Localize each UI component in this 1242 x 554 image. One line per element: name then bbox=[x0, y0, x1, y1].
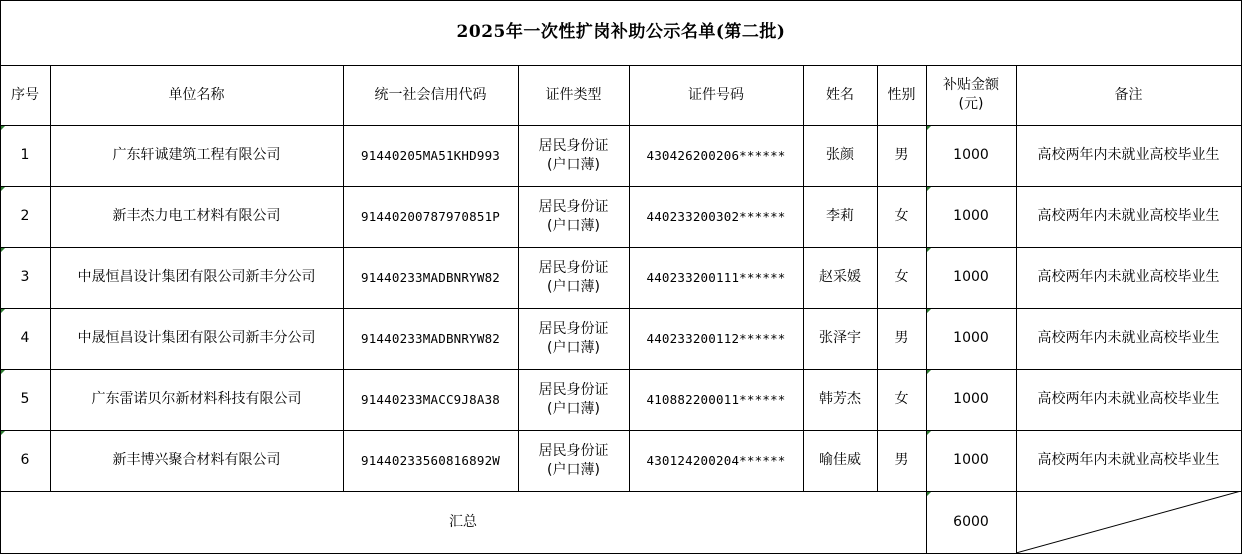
cell-id-type-line-1: 居民身份证 bbox=[538, 198, 609, 215]
cell-credit-code: 91440233MADBNRYW82 bbox=[360, 270, 501, 285]
grid-line-vertical bbox=[877, 65, 878, 491]
number-stored-as-text-indicator bbox=[927, 309, 931, 313]
cell-amount: 1000 bbox=[953, 208, 989, 224]
cell-id-number: 410882200011****** bbox=[646, 392, 786, 407]
cell-amount: 1000 bbox=[953, 330, 989, 346]
number-stored-as-text-indicator bbox=[927, 370, 931, 374]
cell-id-type-line-1: 居民身份证 bbox=[538, 259, 609, 276]
grid-line-horizontal bbox=[0, 430, 1242, 431]
grid-line-vertical bbox=[50, 65, 51, 491]
cell-seq: 4 bbox=[20, 330, 30, 346]
header-seq: 序号 bbox=[11, 86, 39, 103]
grid-line-horizontal bbox=[0, 308, 1242, 309]
grid-line-vertical bbox=[629, 65, 630, 491]
grid-line-horizontal bbox=[0, 247, 1242, 248]
cell-remark: 高校两年内未就业高校毕业生 bbox=[1037, 330, 1220, 346]
cell-id-type-line-2: (户口薄) bbox=[547, 339, 600, 356]
number-stored-as-text-indicator bbox=[927, 431, 931, 435]
total-amount: 6000 bbox=[953, 513, 989, 530]
title-top-border bbox=[0, 0, 1242, 1]
cell-gender: 女 bbox=[894, 208, 909, 224]
header-id-type: 证件类型 bbox=[545, 86, 602, 103]
cell-id-number: 440233200302****** bbox=[646, 209, 786, 224]
cell-name: 赵采媛 bbox=[819, 269, 861, 285]
cell-id-number: 440233200111****** bbox=[646, 270, 786, 285]
number-stored-as-text-indicator bbox=[927, 126, 931, 130]
cell-seq: 1 bbox=[20, 147, 30, 163]
cell-id-number: 440233200112****** bbox=[646, 331, 786, 346]
grid-line-vertical bbox=[343, 65, 344, 491]
header-amount-line-1: 补贴金额 bbox=[943, 77, 999, 93]
cell-id-type bbox=[518, 430, 629, 491]
cell-remark: 高校两年内未就业高校毕业生 bbox=[1037, 391, 1220, 407]
cell-remark: 高校两年内未就业高校毕业生 bbox=[1037, 208, 1220, 224]
header-credit-code: 统一社会信用代码 bbox=[374, 86, 487, 103]
grid-line-vertical bbox=[1016, 65, 1017, 553]
cell-id-type bbox=[518, 369, 629, 430]
header-id-number: 证件号码 bbox=[688, 86, 744, 103]
cell-seq: 2 bbox=[20, 208, 30, 224]
cell-company: 新丰杰力电工材料有限公司 bbox=[112, 208, 281, 224]
grid-line-vertical bbox=[518, 65, 519, 491]
cell-id-number: 430426200206****** bbox=[646, 148, 786, 163]
total-top-border bbox=[0, 491, 1242, 492]
cell-id-type-line-1: 居民身份证 bbox=[538, 381, 609, 398]
header-remark: 备注 bbox=[1114, 86, 1143, 103]
cell-seq: 3 bbox=[20, 269, 30, 285]
cell-id-type-line-2: (户口薄) bbox=[547, 461, 600, 478]
cell-gender: 男 bbox=[894, 147, 909, 163]
header-company: 单位名称 bbox=[168, 86, 225, 103]
cell-amount: 1000 bbox=[953, 391, 989, 407]
cell-id-type-line-1: 居民身份证 bbox=[538, 442, 609, 459]
cell-name: 张颜 bbox=[826, 147, 854, 163]
cell-remark: 高校两年内未就业高校毕业生 bbox=[1037, 147, 1220, 163]
number-stored-as-text-indicator bbox=[1, 187, 5, 191]
cell-gender: 女 bbox=[894, 391, 909, 407]
cell-name: 李莉 bbox=[826, 208, 854, 224]
number-stored-as-text-indicator bbox=[927, 187, 931, 191]
cell-amount: 1000 bbox=[953, 147, 989, 163]
cell-id-type bbox=[518, 247, 629, 308]
header-gender: 性别 bbox=[887, 86, 916, 103]
number-stored-as-text-indicator bbox=[1, 126, 5, 130]
header-name: 姓名 bbox=[826, 86, 854, 103]
header-amount bbox=[926, 65, 1016, 125]
diagonal-line bbox=[1016, 491, 1241, 553]
number-stored-as-text-indicator bbox=[1, 248, 5, 252]
cell-credit-code: 91440200787970851P bbox=[360, 209, 501, 224]
total-remark-diagonal bbox=[1016, 491, 1241, 553]
grid-line-vertical bbox=[803, 65, 804, 491]
cell-id-type-line-2: (户口薄) bbox=[547, 400, 600, 417]
grid-line-horizontal bbox=[0, 186, 1242, 187]
cell-credit-code: 91440233MADBNRYW82 bbox=[360, 331, 501, 346]
cell-company: 新丰博兴聚合材料有限公司 bbox=[112, 452, 281, 468]
cell-id-type bbox=[518, 308, 629, 369]
cell-amount: 1000 bbox=[953, 452, 989, 468]
grid-line-horizontal bbox=[0, 369, 1242, 370]
cell-name: 韩芳杰 bbox=[819, 391, 861, 407]
table-left-border bbox=[0, 0, 1, 554]
cell-remark: 高校两年内未就业高校毕业生 bbox=[1037, 452, 1220, 468]
header-top-border bbox=[0, 65, 1242, 66]
cell-gender: 女 bbox=[894, 269, 909, 285]
cell-remark: 高校两年内未就业高校毕业生 bbox=[1037, 269, 1220, 285]
number-stored-as-text-indicator bbox=[1, 370, 5, 374]
cell-name: 张泽宇 bbox=[819, 330, 861, 346]
cell-company: 中晟恒昌设计集团有限公司新丰分公司 bbox=[77, 269, 316, 285]
cell-gender: 男 bbox=[894, 452, 909, 468]
cell-id-type-line-2: (户口薄) bbox=[547, 278, 600, 295]
number-stored-as-text-indicator bbox=[1, 431, 5, 435]
cell-company: 广东轩诚建筑工程有限公司 bbox=[112, 147, 281, 163]
cell-company: 广东雷诺贝尔新材料科技有限公司 bbox=[91, 391, 302, 407]
cell-id-type-line-2: (户口薄) bbox=[547, 156, 600, 173]
cell-id-type-line-1: 居民身份证 bbox=[538, 320, 609, 337]
cell-credit-code: 91440205MA51KHD993 bbox=[360, 148, 501, 163]
number-stored-as-text-indicator bbox=[927, 492, 931, 496]
number-stored-as-text-indicator bbox=[927, 248, 931, 252]
total-label: 汇总 bbox=[449, 513, 477, 530]
header-amount-line-2: (元) bbox=[958, 96, 984, 112]
cell-seq: 6 bbox=[20, 452, 30, 468]
cell-seq: 5 bbox=[20, 391, 30, 407]
cell-credit-code: 91440233MACC9J8A38 bbox=[360, 392, 501, 407]
table-title: 2025年一次性扩岗补助公示名单(第二批) bbox=[456, 22, 786, 42]
cell-id-type-line-2: (户口薄) bbox=[547, 217, 600, 234]
cell-id-type bbox=[518, 186, 629, 247]
grid-line-vertical bbox=[926, 65, 927, 553]
cell-credit-code: 91440233560816892W bbox=[360, 453, 501, 468]
cell-id-type bbox=[518, 125, 629, 186]
cell-company: 中晟恒昌设计集团有限公司新丰分公司 bbox=[77, 330, 316, 346]
cell-name: 喻佳威 bbox=[819, 452, 861, 468]
cell-amount: 1000 bbox=[953, 269, 989, 285]
number-stored-as-text-indicator bbox=[1, 309, 5, 313]
cell-id-type-line-1: 居民身份证 bbox=[538, 137, 609, 154]
cell-id-number: 430124200204****** bbox=[646, 453, 786, 468]
header-bottom-border bbox=[0, 125, 1242, 126]
cell-gender: 男 bbox=[894, 330, 909, 346]
